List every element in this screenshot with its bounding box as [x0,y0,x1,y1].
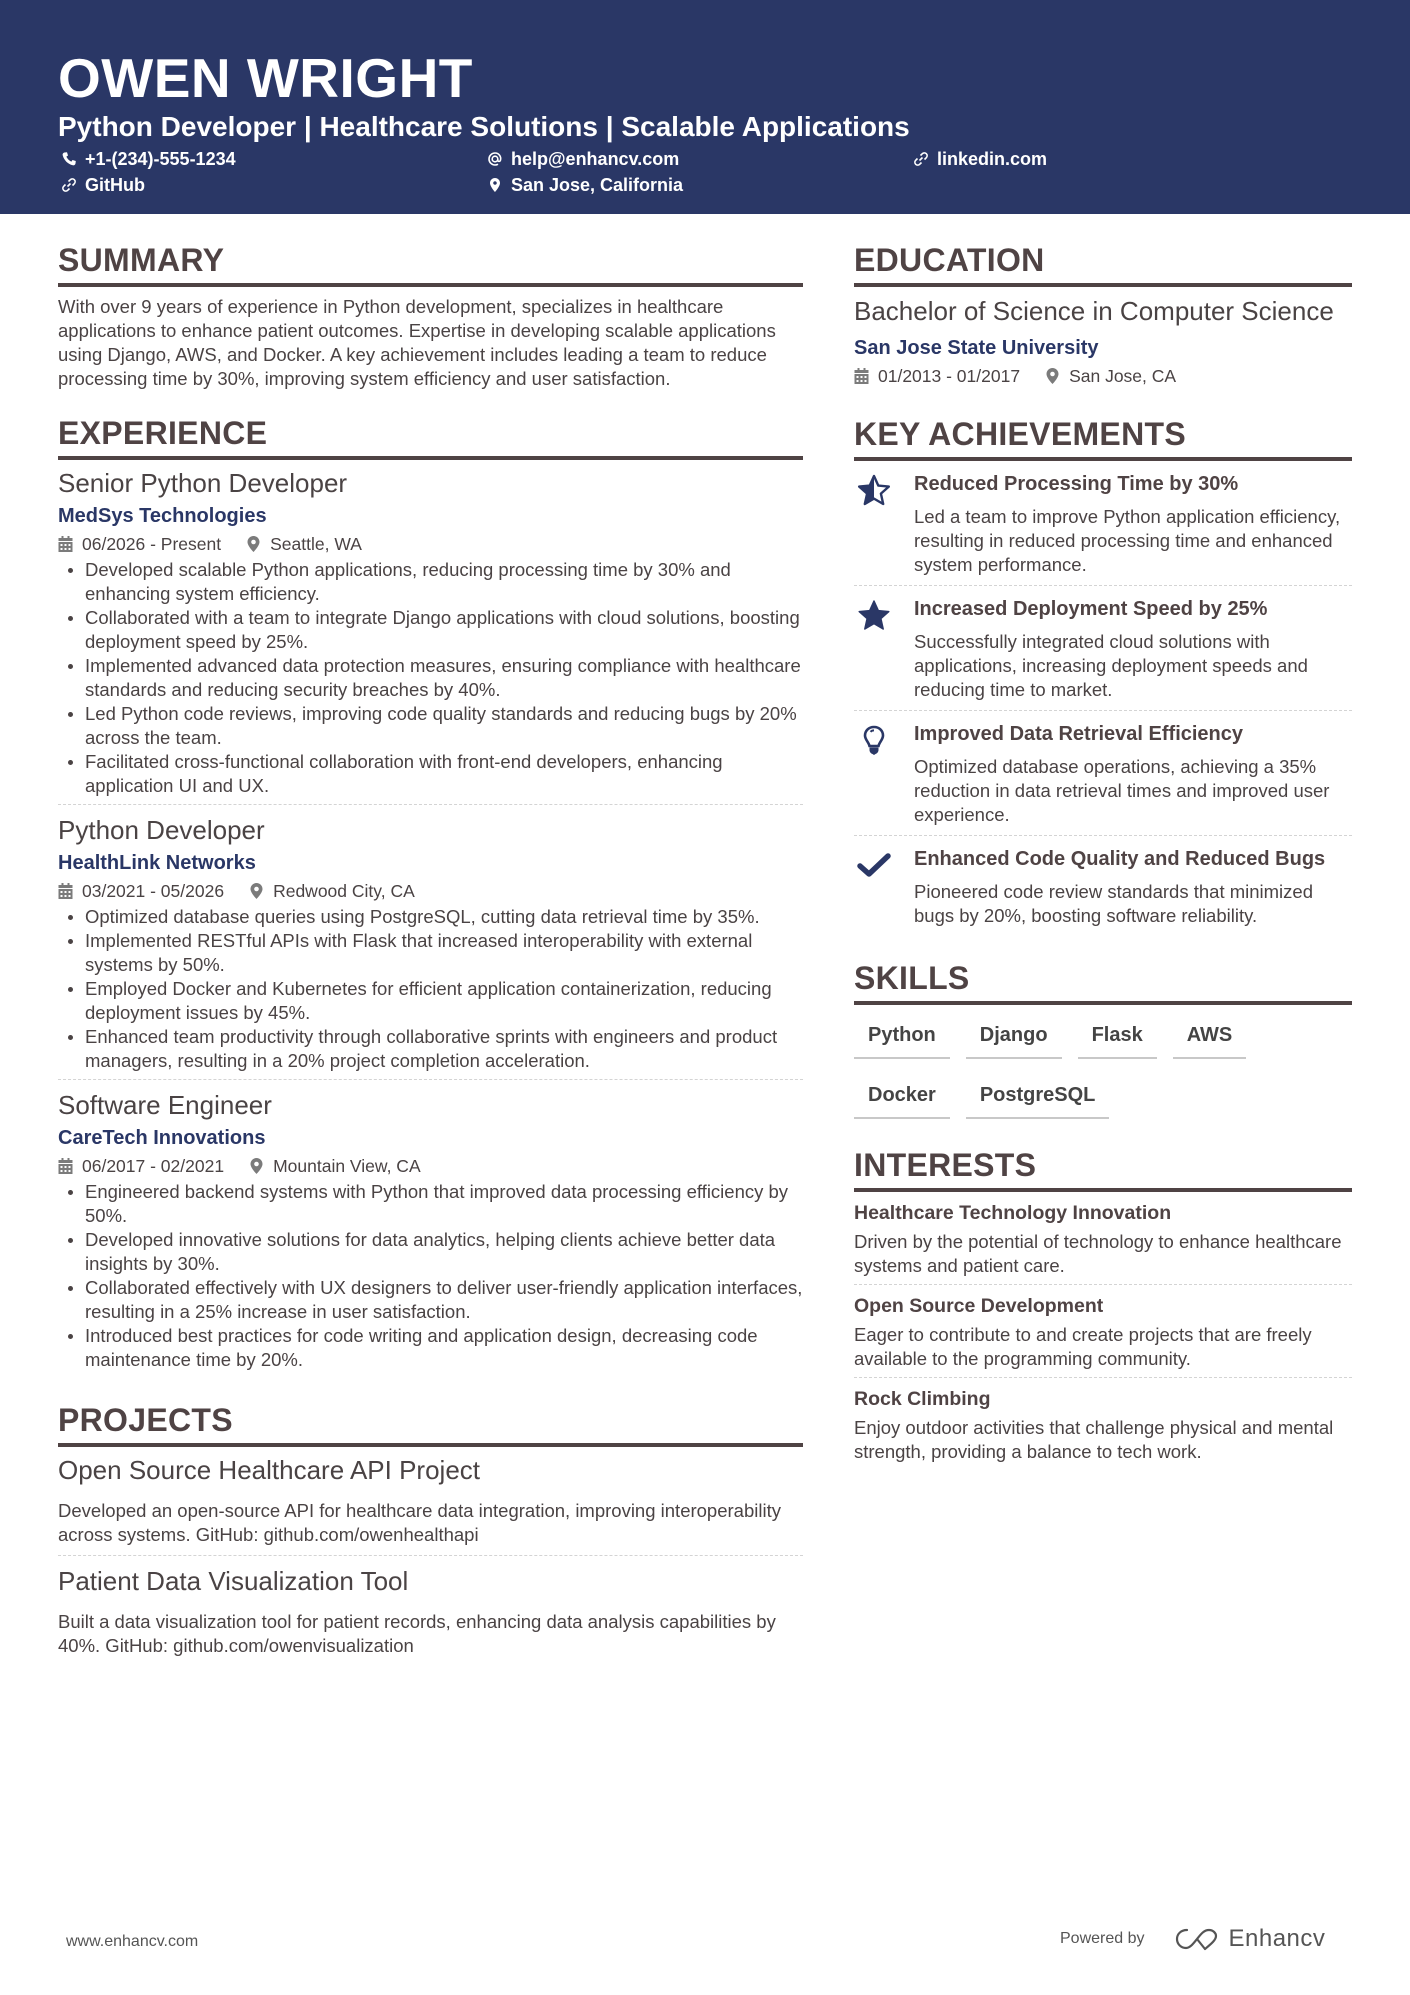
bullet-item: Developed scalable Python applications, reducing processing time by 30% and enhancing system efficiency. [58,558,803,606]
location-icon [486,176,504,194]
bullet-item: Engineered backend systems with Python that improved data processing efficiency by 50%. [58,1180,803,1228]
enhancv-brand-text: Enhancv [1228,1925,1326,1952]
achievement-title: Reduced Processing Time by 30% [914,473,1239,495]
degree-title: Bachelor of Science in Computer Science [854,296,1334,326]
achievement-title: Enhanced Code Quality and Reduced Bugs [914,848,1326,870]
interest-title: Healthcare Technology Innovation [854,1202,1172,1224]
job-meta [58,1154,803,1178]
contact-linkedin-text: linkedin.com [937,149,1048,169]
lightbulb-icon [854,721,914,827]
education-section [854,240,1352,388]
interest-title: Open Source Development [854,1295,1104,1317]
checkmark-icon [854,846,914,928]
bullet-item: Led Python code reviews, improving code quality standards and reducing bugs by 20% across the team. [58,702,803,750]
company-name: CareTech Innovations [58,1127,266,1149]
section-title-skills: SKILLS [854,960,970,996]
job-title: Senior Python Developer [58,468,348,498]
interest-entry [854,1192,1352,1284]
calendar-icon [58,536,73,552]
achievements-section [854,414,1352,936]
right-column [854,240,1352,1470]
contact-location-text: San Jose, California [511,175,684,195]
achievement-description: Led a team to improve Python application efficiency, resulting in reduced processing time and enhanced system performance. [914,506,1341,575]
job-dates [58,1154,224,1178]
bullet-item: Facilitated cross-functional collaboration with front-end developers, enhancing application UI and UX. [58,750,803,798]
contact-location [486,174,683,196]
location-icon [249,1158,264,1174]
achievement-title: Increased Deployment Speed by 25% [914,598,1268,620]
section-divider [58,456,803,460]
enhancv-logo [1173,1925,1326,1953]
job-dates-text: 03/2021 - 05/2026 [82,881,225,901]
calendar-icon [58,883,73,899]
footer-powered-by[interactable] [1060,1925,1325,1953]
job-location-text: Redwood City, CA [273,881,415,901]
bullet-item: Collaborated effectively with UX designers to deliver user-friendly application interfaces, resulting in a 25% increase in user satisfaction. [58,1276,803,1324]
candidate-name: OWEN WRIGHT [58,47,473,109]
achievement-entry [854,461,1352,585]
job-title: Software Engineer [58,1090,272,1120]
project-title: Patient Data Visualization Tool [58,1566,409,1596]
star-icon [854,596,914,702]
job-dates-text: 06/2017 - 02/2021 [82,1156,225,1176]
job-location [249,1154,421,1178]
interest-entry [854,1377,1352,1470]
section-title-projects: PROJECTS [58,1402,233,1438]
interest-title: Rock Climbing [854,1388,991,1410]
left-column [58,240,803,1666]
bullet-item: Introduced best practices for code writing and application design, decreasing code maintenance time by 20%. [58,1324,803,1372]
achievement-description: Successfully integrated cloud solutions with applications, increasing deployment speeds and reducing time to market. [914,631,1308,700]
section-divider [854,1001,1352,1005]
section-title-summary: SUMMARY [58,242,225,278]
job-dates [58,532,221,556]
interest-entry [854,1284,1352,1377]
achievement-description: Optimized database operations, achieving a 35% reduction in data retrieval times and improved user experience. [914,756,1330,825]
skill-tag: AWS [1173,1015,1247,1059]
section-title-experience: EXPERIENCE [58,415,268,451]
link-icon [60,176,78,194]
interest-description: Driven by the potential of technology to enhance healthcare systems and patient care. [854,1231,1342,1276]
contact-github-text: GitHub [85,175,145,195]
calendar-icon [58,1158,73,1174]
company-name: MedSys Technologies [58,505,267,527]
skill-tag: Django [966,1015,1062,1059]
powered-by-label: Powered by [1060,1930,1145,1947]
job-bullets [58,1180,803,1372]
achievement-entry [854,710,1352,835]
footer-website-link[interactable]: www.enhancv.com [66,1933,199,1950]
link-icon [912,150,930,168]
project-description: Developed an open-source API for healthcare data integration, improving interoperability across systems. GitHub: github.com/owenhealthapi [58,1500,781,1545]
calendar-icon [854,368,869,384]
job-title: Python Developer [58,815,265,845]
star-half-icon [854,471,914,577]
job-location-text: Mountain View, CA [273,1156,421,1176]
section-title-achievements: KEY ACHIEVEMENTS [854,416,1186,452]
enhancv-logo-icon [1173,1925,1221,1953]
section-title-education: EDUCATION [854,242,1045,278]
job-bullets [58,905,803,1073]
experience-entry [58,466,803,804]
job-location-text: Seattle, WA [270,534,362,554]
company-name: HealthLink Networks [58,852,256,874]
interest-description: Enjoy outdoor activities that challenge physical and mental strength, providing a balance to tech work. [854,1417,1334,1462]
section-divider [58,1443,803,1447]
location-icon [1045,368,1060,384]
education-dates [854,364,1020,388]
education-location-text: San Jose, CA [1069,366,1177,386]
project-entry [58,1555,803,1666]
job-meta [58,532,803,556]
skill-tag: Flask [1078,1015,1157,1059]
achievement-entry [854,835,1352,936]
experience-section [58,413,803,1378]
contact-email-text: help@enhancv.com [511,149,680,169]
job-location [246,532,362,556]
job-meta [58,879,803,903]
bullet-item: Employed Docker and Kubernetes for efficient application containerization, reducing deployment issues by 45%. [58,977,803,1025]
experience-entry [58,1079,803,1378]
achievement-description: Pioneered code review standards that minimized bugs by 20%, boosting software reliability. [914,881,1313,926]
skills-list [854,1015,1352,1135]
bullet-item: Implemented advanced data protection measures, ensuring compliance with healthcare standards and reducing security breaches by 40%. [58,654,803,702]
achievement-title: Improved Data Retrieval Efficiency [914,723,1244,745]
skill-tag: Docker [854,1075,950,1119]
location-icon [249,883,264,899]
contact-phone[interactable] [60,148,236,170]
at-icon [486,150,504,168]
contact-github[interactable] [60,174,145,196]
skill-tag: Python [854,1015,950,1059]
summary-section [58,240,803,391]
education-dates-text: 01/2013 - 01/2017 [878,366,1021,386]
job-bullets [58,558,803,798]
interest-description: Eager to contribute to and create projects that are freely available to the programming community. [854,1324,1312,1369]
contact-phone-text: +1-(234)-555-1234 [85,149,236,169]
section-divider [854,283,1352,287]
bullet-item: Implemented RESTful APIs with Flask that increased interoperability with external systems by 50%. [58,929,803,977]
interests-section [854,1145,1352,1470]
candidate-title: Python Developer | Healthcare Solutions | Scalable Applications [58,111,910,142]
project-entry [58,1453,803,1555]
project-description: Built a data visualization tool for patient records, enhancing data analysis capabilities by 40%. GitHub: github.com/owenvisualization [58,1611,776,1656]
location-icon [246,536,261,552]
job-dates [58,879,224,903]
job-location [249,879,415,903]
phone-icon [60,150,78,168]
job-dates-text: 06/2026 - Present [82,534,222,554]
resume-header [0,0,1410,214]
education-location [1045,364,1176,388]
education-meta [854,364,1352,388]
bullet-item: Collaborated with a team to integrate Django applications with cloud solutions, boosting deployment speed by 25%. [58,606,803,654]
bullet-item: Developed innovative solutions for data analytics, helping clients achieve better data insights by 30%. [58,1228,803,1276]
skill-tag: PostgreSQL [966,1075,1110,1119]
project-title: Open Source Healthcare API Project [58,1455,481,1485]
contact-linkedin[interactable] [912,148,1047,170]
contact-email[interactable] [486,148,679,170]
achievement-entry [854,585,1352,710]
bullet-item: Optimized database queries using PostgreSQL, cutting data retrieval time by 35%. [58,905,803,929]
summary-text: With over 9 years of experience in Python development, specializes in healthcare applications to enhance patient outcomes. Expertise in developing scalable applications using Django, AWS, and Docker. A key achievement includes leading a team to reduce processing time by 30%, improving system efficiency and user satisfaction. [58,296,776,389]
bullet-item: Enhanced team productivity through collaborative sprints with engineers and product managers, resulting in a 20% project completion acceleration. [58,1025,803,1073]
section-title-interests: INTERESTS [854,1147,1037,1183]
school-name: San Jose State University [854,337,1099,359]
experience-entry [58,804,803,1079]
skills-section [854,958,1352,1135]
projects-section [58,1400,803,1666]
section-divider [58,283,803,287]
